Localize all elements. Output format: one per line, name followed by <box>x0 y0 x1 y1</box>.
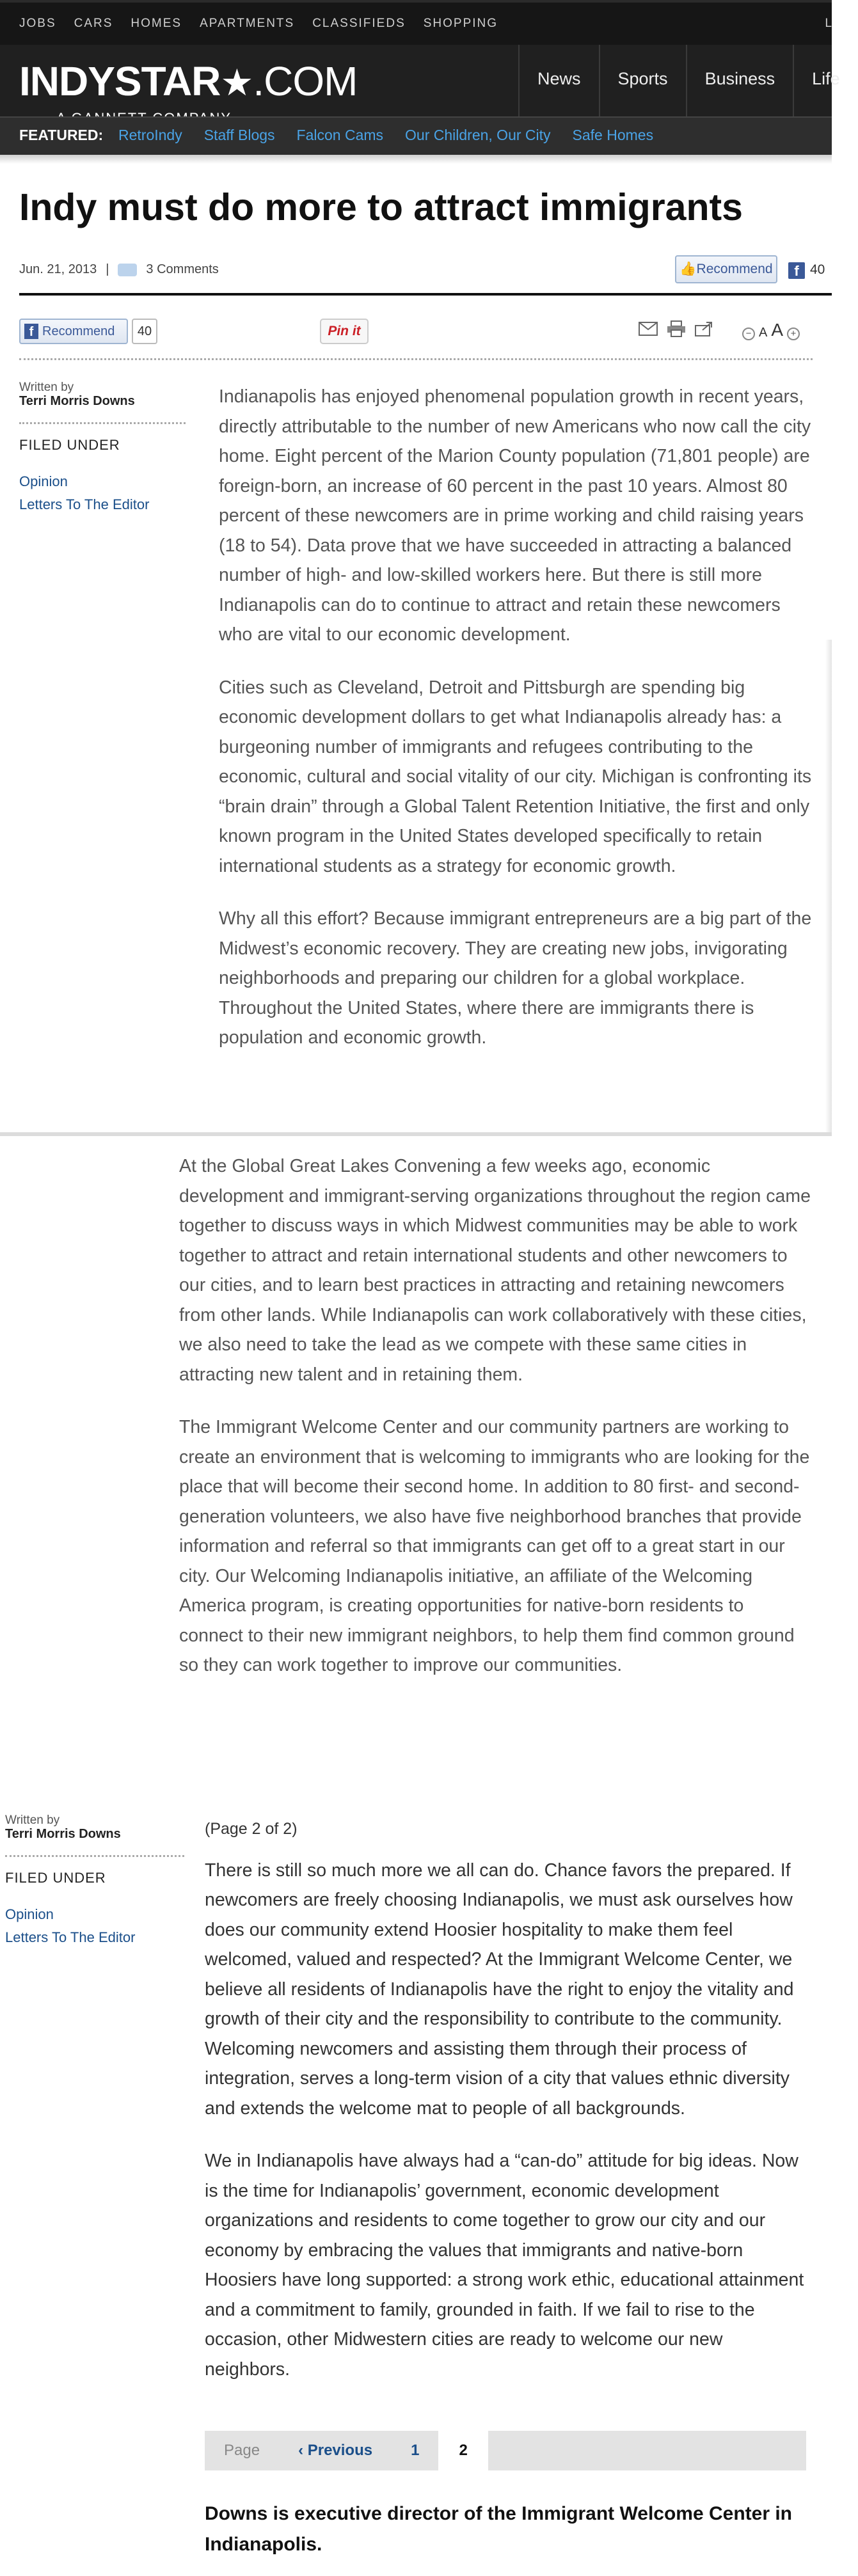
featured-links <box>118 127 653 144</box>
sidebar-link-opinion[interactable]: Opinion <box>19 473 68 489</box>
featured-link-our-children[interactable]: Our Children, Our City <box>405 127 551 143</box>
previous-page-link[interactable]: ‹ Previous <box>298 2442 373 2459</box>
article-body-page1 <box>219 382 813 1076</box>
page-indicator: (Page 2 of 2) <box>205 1820 298 1838</box>
screenshot-page-separator <box>0 1132 832 1136</box>
font-large-label[interactable]: A <box>771 320 784 340</box>
utility-link-jobs[interactable]: JOBS <box>19 17 56 30</box>
featured-link-falcon-cams[interactable]: Falcon Cams <box>296 127 384 143</box>
written-by-label: Written by <box>19 381 74 394</box>
toolbar-divider <box>19 358 813 360</box>
paragraph: At the Global Great Lakes Convening a few weeks ago, economic development and immigrant-serving organizations throughout the region came together to discuss ways in which Midwest communities may be able to work together to attract and retain international students and other newcomers to our cities, and to learn best practices in attracting and retaining newcomers from other lands. While Indianapolis can work collaboratively with these cities, we also need to take the lead as we compete with these same cities in attracting new talent and in retaining them. <box>179 1156 811 1385</box>
paragraph: Cities such as Cleveland, Detroit and Pittsburgh are spending big economic development dollars to get what Indianapolis already has: a burgeoning number of immigrants and refugees contributing to the economic, cultural and social vitality of our city. Michigan is confronting its “brain drain” through a Global Talent Retention Initiative, the first and only known program in the United States developed specifically to retain international students as a strategy for economic growth. <box>219 677 812 876</box>
recommend-count: 40 <box>132 319 157 344</box>
facebook-count-top: 40 <box>810 262 825 277</box>
recommend-button[interactable] <box>19 319 128 344</box>
article-date: Jun. 21, 2013 <box>19 262 97 276</box>
facebook-icon: f <box>788 262 805 279</box>
utility-nav <box>19 17 498 31</box>
print-icon-svg <box>667 320 686 337</box>
font-small-label[interactable]: A <box>759 326 768 340</box>
author-footnote: Downs is executive director of the Immigrant Welcome Center in Indianapolis. <box>205 2503 793 2555</box>
headline-rule <box>19 293 832 296</box>
paragraph: We in Indianapolis have always had a “can-do” attitude for big ideas. Now is the time for Indianapolis’ government, economic development organizations and residents to come together to grow our city and our economy by embracing the values that immigrants and native-born Hoosiers have long supported: a strong work ethic, educational attainment and a commitment to family, grounded in faith. If we fail to rise to the occasion, other Midwestern cities are ready to welcome our new neighbors. <box>205 2151 804 2380</box>
logo-star-icon: ★ <box>220 62 253 104</box>
sidebar-link-letters[interactable]: Letters To The Editor <box>5 1929 136 1945</box>
featured-link-safe-homes[interactable]: Safe Homes <box>572 127 654 143</box>
email-icon[interactable] <box>639 322 658 339</box>
paragraph: Indianapolis has enjoyed phenomenal population growth in recent years, directly attributable to the number of new Americans who now call the city home. Eight percent of the Marion County population (71,801 people) are foreign-born, an increase of 60 percent in the past 10 years. Almost 80 percent of these newcomers are in prime working and child raising years (18 to 54). Data prove that we have succeeded in attracting a balanced number of high- and low-skilled workers here. But there is still more Indianapolis can do to continue to attract and retain these newcomers who are vital to our economic development. <box>219 386 811 645</box>
site-logo[interactable] <box>19 58 357 105</box>
featured-link-retroindy[interactable]: RetroIndy <box>118 127 182 143</box>
thumbs-up-icon: 👍 <box>679 262 697 276</box>
utility-right-link[interactable]: L <box>825 17 832 30</box>
logo-com: .COM <box>253 58 358 104</box>
written-by-label: Written by <box>5 1813 60 1827</box>
recommend-label: Recommend <box>42 324 115 338</box>
share-icon[interactable] <box>695 321 714 340</box>
paragraph: Why all this effort? Because immigrant entrepreneurs are a big part of the Midwest’s economic recovery. They are creating new jobs, invigorating neighborhoods and preparing our children for a global workplace. Throughout the United States, where there are immigrants there is population and economic growth. <box>219 908 812 1048</box>
utility-link-homes[interactable]: HOMES <box>131 17 182 30</box>
featured-bar <box>0 116 832 155</box>
pagination <box>205 2431 806 2470</box>
logo-main: INDYSTAR <box>19 58 221 104</box>
article-body-page2 <box>205 1814 813 2407</box>
author-name: Terri Morris Downs <box>5 1827 121 1841</box>
pinterest-button[interactable]: Pin it <box>320 319 369 344</box>
comment-bubble-icon <box>118 264 137 276</box>
recommend-button-top[interactable] <box>675 255 777 283</box>
sidebar-divider <box>5 1855 184 1857</box>
article-body-continued <box>179 1151 813 1703</box>
nav-news[interactable]: News <box>518 45 599 155</box>
featured-label: FEATURED: <box>19 127 104 143</box>
article-title: Indy must do more to attract immigrants <box>19 186 743 228</box>
author-sidebar <box>19 381 186 516</box>
nav-sports[interactable]: Sports <box>599 45 686 155</box>
utility-link-shopping[interactable]: SHOPPING <box>423 17 498 30</box>
font-increase-button[interactable]: + <box>787 328 800 340</box>
font-decrease-button[interactable]: − <box>742 328 755 340</box>
pagination-label: Page <box>224 2442 260 2459</box>
paragraph: The Immigrant Welcome Center and our community partners are working to create an environment that is welcoming to immigrants who are looking for the place that will become their second home. In addition to 80 first- and second-generation volunteers, we also have five neighborhood branches that provide information and referral so that immigrants can get off to a great start in our city. Our Welcoming Indianapolis initiative, an affiliate of the Welcoming America program, is creating opportunities for native-born residents to connect to their new immigrant neighbors, to help them find common ground so they can work together to improve our communities. <box>179 1417 810 1675</box>
utility-link-classifieds[interactable]: CLASSIFIEDS <box>312 17 406 30</box>
featured-link-staff-blogs[interactable]: Staff Blogs <box>203 127 275 143</box>
paragraph: There is still so much more we all can do. Chance favors the prepared. If newcomers are freely choosing Indianapolis, we must ask ourselves how does our community extend Hoosier hospitality to make them feel welcomed, valued and respected? At the Immigrant Welcome Center, we believe all residents of Indianapolis have the right to enjoy the vitality and growth of their city and the responsibility to contribute to the community. Welcoming newcomers and assisting them through their process of integration, serves a long-term vision of a city that values ethnic diversity and extends the welcome mat to people of all backgrounds. <box>205 1860 794 2119</box>
utility-link-apartments[interactable]: APARTMENTS <box>200 17 295 30</box>
share-icon-svg <box>695 321 714 336</box>
author-name: Terri Morris Downs <box>19 394 135 408</box>
meta-separator: | <box>106 262 109 276</box>
filed-under-label: FILED UNDER <box>5 1870 106 1886</box>
top-utility-bar <box>0 0 832 45</box>
page-1-link[interactable]: 1 <box>411 2442 420 2459</box>
featured-shadow <box>0 155 832 164</box>
recommend-top-label: Recommend <box>696 262 773 276</box>
font-size-controls <box>742 320 800 340</box>
author-sidebar-page2 <box>5 1814 184 1949</box>
nav-business[interactable]: Business <box>686 45 793 155</box>
current-page: 2 <box>438 2431 488 2470</box>
email-icon-svg <box>639 322 658 336</box>
page-edge-shadow <box>825 640 832 1132</box>
nav-life[interactable]: Life <box>793 45 858 155</box>
facebook-small-icon: f <box>24 324 38 339</box>
filed-under-label: FILED UNDER <box>19 437 120 453</box>
print-icon[interactable] <box>667 320 686 340</box>
utility-link-cars[interactable]: CARS <box>74 17 113 30</box>
comments-link[interactable]: 3 Comments <box>146 262 219 276</box>
article-tools <box>639 320 800 340</box>
sidebar-link-opinion[interactable]: Opinion <box>5 1906 54 1922</box>
article-meta <box>19 262 219 277</box>
sidebar-link-letters[interactable]: Letters To The Editor <box>19 496 150 512</box>
sidebar-divider <box>19 422 186 424</box>
